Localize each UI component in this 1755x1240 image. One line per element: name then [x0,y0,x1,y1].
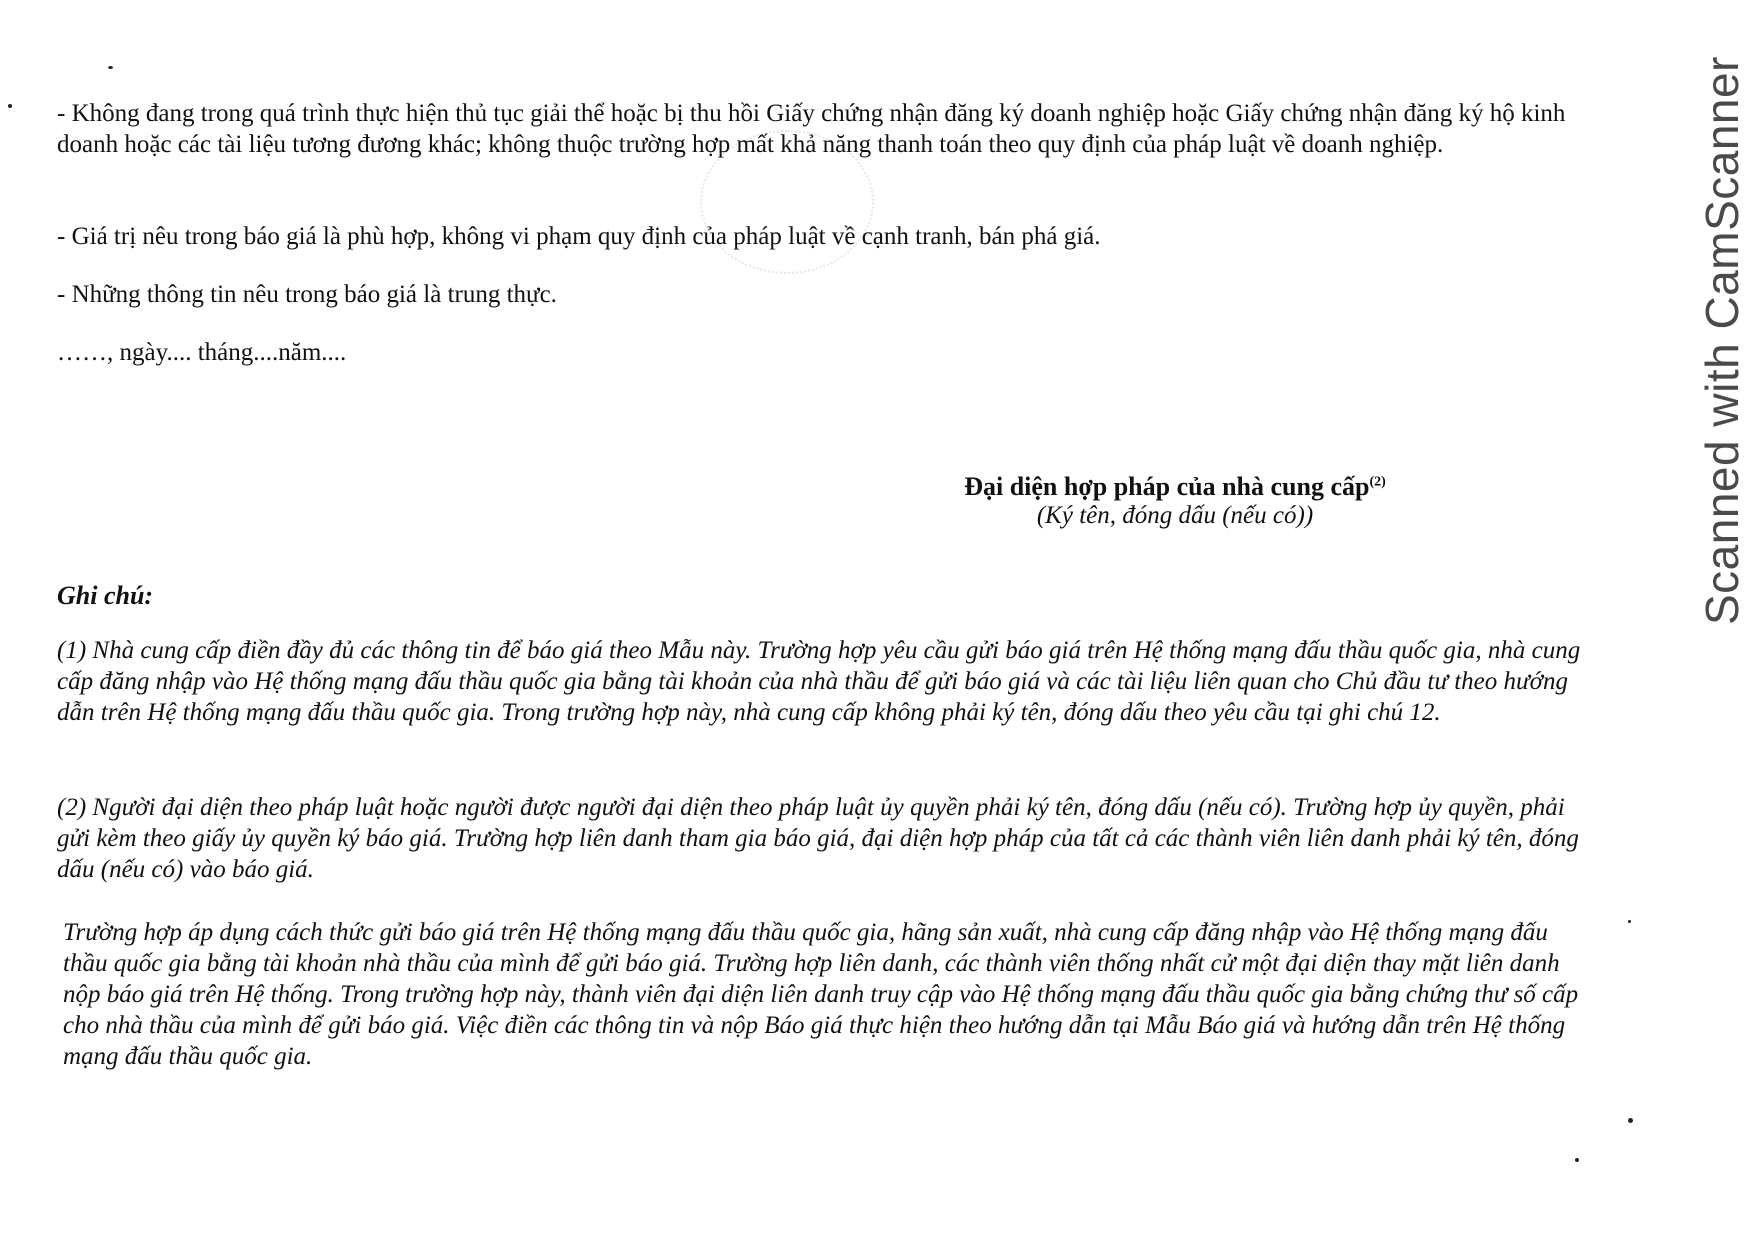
signature-footnote-marker: (2) [1369,474,1386,490]
scan-speck [108,66,113,69]
note-1: (1) Nhà cung cấp điền đầy đủ các thông tin để báo giá theo Mẫu này. Trường hợp yêu cầu gửi báo giá trên Hệ thống mạng đấu thầu quốc gia, nhà cung cấp đăng nhập vào Hệ thống mạng đấu thầu quốc gia bằng tài khoản của nhà thầu để gửi báo giá và các tài liệu liên quan cho Chủ đầu tư theo hướng dẫn trên Hệ thống mạng đấu thầu quốc gia. Trong trường hợp này, nhà cung cấp không phải ký tên, đóng dấu theo yêu cầu tại ghi chú 12. [57,637,1581,726]
note-3: Trường hợp áp dụng cách thức gửi báo giá trên Hệ thống mạng đấu thầu quốc gia, hãng sản xuất, nhà cung cấp đăng nhập vào Hệ thống mạng đấu thầu quốc gia bằng tài khoản nhà thầu của mình để gửi báo giá. Trường hợp liên danh, các thành viên thống nhất cử một đại diện thay mặt liên danh nộp báo giá trên Hệ thống. Trong trường hợp này, thành viên đại diện liên danh truy cập vào Hệ thống mạng đấu thầu quốc gia bằng chứng thư số cấp cho nhà thầu của mình để gửi báo giá. Việc điền các thông tin và nộp Báo giá thực hiện theo hướng dẫn tại Mẫu Báo giá và hướng dẫn trên Hệ thống mạng đấu thầu quốc gia. [63,919,1579,1070]
notes-heading: Ghi chú: [57,581,154,610]
signature-title [880,472,1470,502]
commitment-paragraph-truthful: - Những thông tin nêu trong báo giá là trung thực. [57,281,557,308]
commitment-paragraph-dissolution: - Không đang trong quá trình thực hiện thủ tục giải thể hoặc bị thu hồi Giấy chứng nhận đăng ký doanh nghiệp hoặc Giấy chứng nhận đăng ký hộ kinh doanh hoặc các tài liệu tương đương khác; không thuộc trường hợp mất khả năng thanh toán theo quy định của pháp luật về doanh nghiệp. [57,100,1566,158]
scan-speck [1628,1118,1633,1123]
date-line: ……, ngày.... tháng....năm.... [57,339,347,366]
camscanner-watermark: Scanned with CamScanner [1696,56,1748,625]
scan-speck [1575,1158,1579,1162]
scan-speck [1628,920,1631,923]
signature-title-text: Đại diện hợp pháp của nhà cung cấp [964,472,1370,501]
scan-speck [8,104,12,108]
signature-instruction: (Ký tên, đóng dấu (nếu có)) [1036,502,1314,529]
note-2: (2) Người đại diện theo pháp luật hoặc người được người đại diện theo pháp luật ủy quyền phải ký tên, đóng dấu (nếu có). Trường hợp ủy quyền, phải gửi kèm theo giấy ủy quyền ký báo giá. Trường hợp liên danh tham gia báo giá, đại diện hợp pháp của tất cả các thành viên liên danh phải ký tên, đóng dấu (nếu có) vào báo giá. [57,794,1579,883]
commitment-paragraph-pricing: - Giá trị nêu trong báo giá là phù hợp, không vi phạm quy định của pháp luật về cạnh tranh, bán phá giá. [57,223,1101,250]
